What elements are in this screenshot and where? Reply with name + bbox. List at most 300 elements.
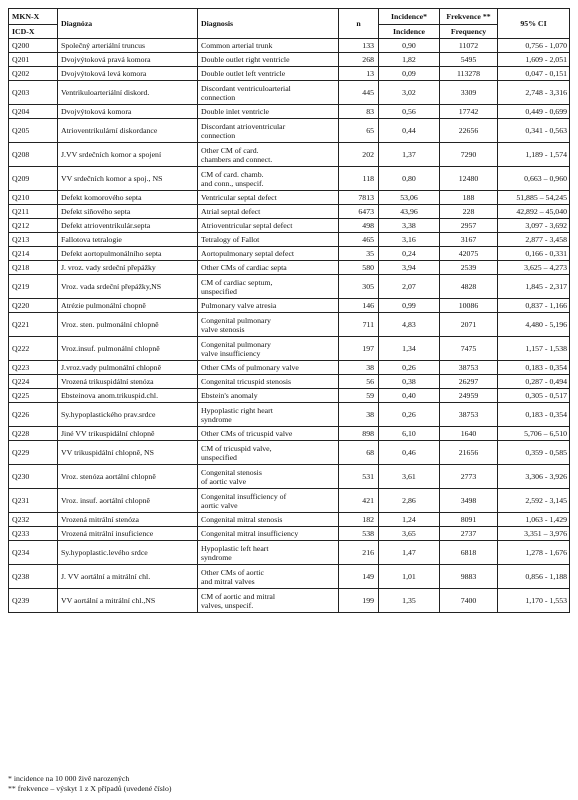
diagnosis-line: Tetralogy of Fallot	[201, 235, 260, 244]
cell-frequency: 1640	[440, 427, 498, 441]
cell-frequency: 7400	[440, 589, 498, 613]
cell-code: Q225	[9, 389, 58, 403]
cell-code: Q213	[9, 233, 58, 247]
table-row	[9, 427, 570, 441]
cell-n: 898	[339, 427, 379, 441]
cell-diagnosis	[198, 39, 339, 53]
cell-diagnosis	[198, 361, 339, 375]
cell-n: 83	[339, 105, 379, 119]
diagnosis-line: Ventricular septal defect	[201, 193, 277, 202]
cell-code: Q201	[9, 53, 58, 67]
cell-ci: 0,663 – 0,960	[498, 167, 570, 191]
table-row	[9, 39, 570, 53]
cell-code: Q218	[9, 261, 58, 275]
cell-diagnosis	[198, 489, 339, 513]
cell-frequency: 5495	[440, 53, 498, 67]
cell-frequency: 10086	[440, 299, 498, 313]
cell-n: 421	[339, 489, 379, 513]
diagnosis-line: CM of card. chamb.	[201, 169, 264, 179]
cell-frequency: 3498	[440, 489, 498, 513]
cell-incidence: 0,99	[379, 299, 440, 313]
cell-diagnosis	[198, 403, 339, 427]
cell-ci: 1,157 - 1,538	[498, 337, 570, 361]
cell-frequency: 24959	[440, 389, 498, 403]
cell-code: Q233	[9, 527, 58, 541]
cell-diagnoza: Vroz.insuf. pulmonální chlopně	[58, 337, 198, 361]
cell-ci: 0,166 - 0,331	[498, 247, 570, 261]
cell-n: 38	[339, 403, 379, 427]
cell-n: 13	[339, 67, 379, 81]
diagnosis-line: Congenital pulmonary	[201, 315, 271, 325]
cell-diagnoza: Vrozená trikuspidální stenóza	[58, 375, 198, 389]
header-ci: 95% CI	[498, 9, 570, 39]
cell-incidence: 1,82	[379, 53, 440, 67]
cell-incidence: 3,65	[379, 527, 440, 541]
cell-ci: 1,278 - 1,676	[498, 541, 570, 565]
cell-incidence: 2,07	[379, 275, 440, 299]
table-row	[9, 143, 570, 167]
cell-frequency: 2773	[440, 465, 498, 489]
diagnosis-line: Pulmonary valve atresia	[201, 301, 277, 310]
cell-code: Q205	[9, 119, 58, 143]
cell-diagnosis	[198, 589, 339, 613]
cell-ci: 0,449 - 0,699	[498, 105, 570, 119]
table-row	[9, 527, 570, 541]
cell-ci: 42,892 – 45,040	[498, 205, 570, 219]
header-diagnoza: Diagnóza	[58, 9, 198, 39]
diagnosis-line: Congenital mitral stenosis	[201, 515, 283, 524]
footnotes	[8, 774, 171, 794]
cell-code: Q212	[9, 219, 58, 233]
cell-diagnoza: Vroz. stenóza aortální chlopně	[58, 465, 198, 489]
table-row	[9, 465, 570, 489]
cell-ci: 2,748 - 3,316	[498, 81, 570, 105]
table-row	[9, 375, 570, 389]
cell-diagnoza: VV trikuspidální chlopně, NS	[58, 441, 198, 465]
cell-frequency: 2957	[440, 219, 498, 233]
header-row-1	[9, 9, 570, 25]
footnote-frequency: ** frekvence – výskyt 1 z X případů (uvedené číslo)	[8, 784, 172, 793]
cell-diagnosis	[198, 191, 339, 205]
table-row	[9, 489, 570, 513]
cell-diagnoza: Defekt atrioventrikulár.septa	[58, 219, 198, 233]
cell-incidence: 1,24	[379, 513, 440, 527]
cell-diagnosis	[198, 427, 339, 441]
cell-incidence: 0,38	[379, 375, 440, 389]
cell-ci: 0,183 - 0,354	[498, 403, 570, 427]
cell-n: 216	[339, 541, 379, 565]
table-row	[9, 299, 570, 313]
diagnosis-line: CM of cardiac septum,	[201, 277, 273, 287]
cell-frequency: 9883	[440, 565, 498, 589]
cell-incidence: 0,44	[379, 119, 440, 143]
diagnosis-line: valve stenosis	[201, 324, 245, 334]
cell-ci: 4,480 - 5,196	[498, 313, 570, 337]
diagnosis-line: syndrome	[201, 552, 232, 562]
cell-frequency: 7290	[440, 143, 498, 167]
cell-diagnosis	[198, 167, 339, 191]
cell-frequency: 21656	[440, 441, 498, 465]
table-row	[9, 233, 570, 247]
cell-diagnoza: J. VV aortální a mitrální chl.	[58, 565, 198, 589]
cell-n: 149	[339, 565, 379, 589]
diagnosis-line: Other CMs of cardiac septa	[201, 263, 287, 272]
cell-incidence: 0,90	[379, 39, 440, 53]
diagnosis-line: unspecified	[201, 286, 237, 296]
cell-diagnoza: Dvojvýtoková pravá komora	[58, 53, 198, 67]
cell-incidence: 3,02	[379, 81, 440, 105]
diagnosis-line: valve insufficiency	[201, 348, 261, 358]
header-incidence-top: Incidence*	[379, 9, 440, 25]
cell-diagnoza: Sy.hypoplastic.levého srdce	[58, 541, 198, 565]
diagnosis-line: of aortic valve	[201, 476, 247, 486]
cell-ci: 0,359 - 0,585	[498, 441, 570, 465]
cell-diagnosis	[198, 119, 339, 143]
diagnosis-line: syndrome	[201, 414, 232, 424]
cell-incidence: 3,61	[379, 465, 440, 489]
cell-frequency: 2737	[440, 527, 498, 541]
cell-n: 6473	[339, 205, 379, 219]
cell-ci: 3,351 – 3,976	[498, 527, 570, 541]
cell-frequency: 228	[440, 205, 498, 219]
cell-code: Q229	[9, 441, 58, 465]
cell-diagnoza: J.VV srdečních komor a spojení	[58, 143, 198, 167]
cell-ci: 0,756 - 1,070	[498, 39, 570, 53]
diagnosis-line: Double outlet right ventricle	[201, 55, 290, 64]
cell-ci: 2,592 - 3,145	[498, 489, 570, 513]
cell-diagnoza: Atrézie pulmonální chopně	[58, 299, 198, 313]
cell-n: 197	[339, 337, 379, 361]
diagnosis-line: Atrial septal defect	[201, 207, 261, 216]
cell-code: Q209	[9, 167, 58, 191]
cell-incidence: 1,35	[379, 589, 440, 613]
cell-diagnoza: Vrozená mitrální insuficience	[58, 527, 198, 541]
cell-diagnosis	[198, 261, 339, 275]
cell-diagnosis	[198, 205, 339, 219]
cell-code: Q200	[9, 39, 58, 53]
diagnosis-line: and mitral valves	[201, 576, 255, 586]
header-diagnosis: Diagnosis	[198, 9, 339, 39]
diagnosis-line: Ebstein's anomaly	[201, 391, 258, 400]
cell-diagnoza: Defekt síňového septa	[58, 205, 198, 219]
diagnosis-line: Atrioventricular septal defect	[201, 221, 293, 230]
cell-n: 711	[339, 313, 379, 337]
cell-n: 538	[339, 527, 379, 541]
cell-ci: 1,063 - 1,429	[498, 513, 570, 527]
cell-frequency: 22656	[440, 119, 498, 143]
cell-code: Q222	[9, 337, 58, 361]
cell-ci: 0,856 - 1,188	[498, 565, 570, 589]
cell-incidence: 0,80	[379, 167, 440, 191]
cell-n: 56	[339, 375, 379, 389]
diagnosis-line: CM of tricuspid valve,	[201, 443, 272, 453]
table-container	[8, 8, 569, 613]
cell-incidence: 2,86	[379, 489, 440, 513]
cell-n: 182	[339, 513, 379, 527]
cell-n: 133	[339, 39, 379, 53]
cell-n: 65	[339, 119, 379, 143]
cell-diagnosis	[198, 275, 339, 299]
cell-diagnosis	[198, 53, 339, 67]
cell-diagnoza: Jiné VV trikuspidální chlopně	[58, 427, 198, 441]
table-row	[9, 247, 570, 261]
cell-n: 199	[339, 589, 379, 613]
diagnosis-line: Discordant atrioventricular	[201, 121, 286, 131]
diagnosis-line: Other CMs of aortic	[201, 567, 265, 577]
cell-n: 580	[339, 261, 379, 275]
cell-diagnosis	[198, 465, 339, 489]
cell-incidence: 0,09	[379, 67, 440, 81]
cell-diagnosis	[198, 247, 339, 261]
cell-code: Q234	[9, 541, 58, 565]
cell-ci: 0,341 - 0,563	[498, 119, 570, 143]
table-row	[9, 191, 570, 205]
table-row	[9, 441, 570, 465]
cell-n: 118	[339, 167, 379, 191]
cell-code: Q230	[9, 465, 58, 489]
cell-incidence: 0,24	[379, 247, 440, 261]
cell-ci: 3,625 – 4,273	[498, 261, 570, 275]
header-frekvence-top: Frekvence **	[440, 9, 498, 25]
cell-n: 498	[339, 219, 379, 233]
cell-ci: 1,609 - 2,051	[498, 53, 570, 67]
cell-code: Q219	[9, 275, 58, 299]
cell-code: Q208	[9, 143, 58, 167]
header-code-bottom: ICD-X	[9, 25, 58, 39]
cell-ci: 3,306 - 3,926	[498, 465, 570, 489]
cell-ci: 2,877 - 3,458	[498, 233, 570, 247]
cell-incidence: 53,06	[379, 191, 440, 205]
table-row	[9, 67, 570, 81]
cell-incidence: 3,16	[379, 233, 440, 247]
cell-diagnoza: Vrozená mitrální stenóza	[58, 513, 198, 527]
cell-frequency: 38753	[440, 403, 498, 427]
cell-incidence: 0,26	[379, 403, 440, 427]
cell-frequency: 113278	[440, 67, 498, 81]
table-row	[9, 105, 570, 119]
table-row	[9, 119, 570, 143]
diagnosis-line: Hypoplastic right heart	[201, 405, 273, 415]
cell-ci: 0,183 - 0,354	[498, 361, 570, 375]
diagnosis-line: and conn., unspecif.	[201, 178, 264, 188]
header-n: n	[339, 9, 379, 39]
cell-incidence: 1,01	[379, 565, 440, 589]
header-frekvence-bottom: Frequency	[440, 25, 498, 39]
cell-incidence: 4,83	[379, 313, 440, 337]
cell-diagnosis	[198, 541, 339, 565]
cell-frequency: 17742	[440, 105, 498, 119]
cell-frequency: 8091	[440, 513, 498, 527]
cell-diagnoza: VV srdečních komor a spoj., NS	[58, 167, 198, 191]
cell-diagnosis	[198, 337, 339, 361]
cell-code: Q232	[9, 513, 58, 527]
cell-frequency: 42075	[440, 247, 498, 261]
cell-diagnoza: Vroz. vada srdeční přepážky,NS	[58, 275, 198, 299]
diagnosis-line: Other CMs of tricuspid valve	[201, 429, 293, 438]
cell-diagnosis	[198, 375, 339, 389]
cell-ci: 5,706 – 6,510	[498, 427, 570, 441]
cell-diagnosis	[198, 81, 339, 105]
cell-frequency: 12480	[440, 167, 498, 191]
diagnosis-line: connection	[201, 130, 236, 140]
table-row	[9, 261, 570, 275]
cell-diagnosis	[198, 299, 339, 313]
table-row	[9, 389, 570, 403]
table-row	[9, 513, 570, 527]
cell-frequency: 3309	[440, 81, 498, 105]
cell-ci: 0,305 - 0,517	[498, 389, 570, 403]
diagnosis-line: Double inlet ventricle	[201, 107, 269, 116]
cell-n: 305	[339, 275, 379, 299]
cell-ci: 0,047 - 0,151	[498, 67, 570, 81]
diagnosis-line: connection	[201, 92, 236, 102]
diagnosis-line: Congenital mitral insufficiency	[201, 529, 299, 538]
cell-diagnosis	[198, 143, 339, 167]
cell-frequency: 11072	[440, 39, 498, 53]
cell-diagnoza: Defekt aortopulmonálního septa	[58, 247, 198, 261]
cell-diagnosis	[198, 67, 339, 81]
cell-diagnosis	[198, 565, 339, 589]
cell-diagnosis	[198, 441, 339, 465]
footnote-incidence: * incidence na 10 000 živě narozených	[8, 774, 130, 783]
cell-ci: 1,189 - 1,574	[498, 143, 570, 167]
cell-incidence: 0,56	[379, 105, 440, 119]
diagnosis-line: aortic valve	[201, 500, 238, 510]
cell-frequency: 2071	[440, 313, 498, 337]
cell-n: 202	[339, 143, 379, 167]
table-row	[9, 167, 570, 191]
cell-code: Q221	[9, 313, 58, 337]
diagnosis-line: Hypoplastic left heart	[201, 543, 269, 553]
diagnosis-line: Other CM of card.	[201, 145, 259, 155]
cell-diagnoza: Dvojvýtoková levá komora	[58, 67, 198, 81]
cell-code: Q202	[9, 67, 58, 81]
cell-n: 35	[339, 247, 379, 261]
cell-diagnosis	[198, 513, 339, 527]
table-row	[9, 205, 570, 219]
cell-diagnoza: VV aortální a mitrální chl.,NS	[58, 589, 198, 613]
cell-incidence: 43,96	[379, 205, 440, 219]
cell-frequency: 188	[440, 191, 498, 205]
cell-code: Q231	[9, 489, 58, 513]
cell-n: 68	[339, 441, 379, 465]
cell-frequency: 3167	[440, 233, 498, 247]
cell-code: Q238	[9, 565, 58, 589]
table-row	[9, 565, 570, 589]
table-row	[9, 361, 570, 375]
cell-ci: 1,170 - 1,553	[498, 589, 570, 613]
cell-incidence: 0,40	[379, 389, 440, 403]
cell-ci: 51,885 – 54,245	[498, 191, 570, 205]
cell-diagnoza: Fallotova tetralogie	[58, 233, 198, 247]
cell-n: 268	[339, 53, 379, 67]
table-row	[9, 337, 570, 361]
cell-diagnoza: Sy.hypoplastického prav.srdce	[58, 403, 198, 427]
table-row	[9, 403, 570, 427]
diagnosis-line: CM of aortic and mitral	[201, 591, 276, 601]
cell-diagnoza: Vroz. sten. pulmonální chlopně	[58, 313, 198, 337]
cell-code: Q224	[9, 375, 58, 389]
header-incidence-bottom: Incidence	[379, 25, 440, 39]
cell-frequency: 7475	[440, 337, 498, 361]
diagnosis-line: Congenital stenosis	[201, 467, 262, 477]
cell-diagnosis	[198, 389, 339, 403]
cell-ci: 0,287 - 0,494	[498, 375, 570, 389]
cell-code: Q220	[9, 299, 58, 313]
cell-n: 59	[339, 389, 379, 403]
cell-n: 38	[339, 361, 379, 375]
table-row	[9, 589, 570, 613]
cell-frequency: 4828	[440, 275, 498, 299]
cell-incidence: 3,94	[379, 261, 440, 275]
cell-code: Q239	[9, 589, 58, 613]
cell-diagnosis	[198, 105, 339, 119]
cell-ci: 1,845 - 2,317	[498, 275, 570, 299]
diagnosis-line: unspecified	[201, 452, 237, 462]
cell-code: Q214	[9, 247, 58, 261]
cell-diagnoza: Ventrikuloarteriální diskord.	[58, 81, 198, 105]
cell-incidence: 6,10	[379, 427, 440, 441]
diagnosis-line: Double outlet left ventricle	[201, 69, 286, 78]
cell-diagnoza: Vroz. insuf. aortální chlopně	[58, 489, 198, 513]
cell-frequency: 38753	[440, 361, 498, 375]
diagnosis-line: Congenital pulmonary	[201, 339, 271, 349]
cell-n: 465	[339, 233, 379, 247]
cell-diagnoza: Defekt komorového septa	[58, 191, 198, 205]
cell-code: Q203	[9, 81, 58, 105]
cell-code: Q226	[9, 403, 58, 427]
cell-incidence: 1,34	[379, 337, 440, 361]
cell-incidence: 1,47	[379, 541, 440, 565]
cell-incidence: 0,26	[379, 361, 440, 375]
cell-diagnoza: Ebsteinova anom.trikuspid.chl.	[58, 389, 198, 403]
cell-diagnoza: Společný arteriální truncus	[58, 39, 198, 53]
cell-diagnoza: Atrioventrikulární diskordance	[58, 119, 198, 143]
cell-code: Q204	[9, 105, 58, 119]
cell-diagnosis	[198, 527, 339, 541]
cell-incidence: 3,38	[379, 219, 440, 233]
cell-incidence: 0,46	[379, 441, 440, 465]
cell-diagnosis	[198, 233, 339, 247]
table-row	[9, 81, 570, 105]
header-code-top: MKN-X	[9, 9, 58, 25]
diagnosis-line: chambers and connect.	[201, 154, 273, 164]
cell-n: 146	[339, 299, 379, 313]
diagnosis-line: Common arterial trunk	[201, 41, 273, 50]
cell-frequency: 26297	[440, 375, 498, 389]
diagnosis-line: valves, unspecif.	[201, 600, 254, 610]
cell-diagnosis	[198, 313, 339, 337]
diagnosis-line: Discordant ventriculoarterial	[201, 83, 291, 93]
diagnosis-line: Aortopulmonary septal defect	[201, 249, 295, 258]
cell-n: 531	[339, 465, 379, 489]
cell-n: 445	[339, 81, 379, 105]
table-row	[9, 219, 570, 233]
cm-incidence-table	[8, 8, 570, 613]
table-row	[9, 275, 570, 299]
diagnosis-line: Congenital insufficiency of	[201, 491, 287, 501]
table-body	[9, 39, 570, 613]
cell-code: Q210	[9, 191, 58, 205]
cell-n: 7813	[339, 191, 379, 205]
cell-ci: 3,097 - 3,692	[498, 219, 570, 233]
cell-ci: 0,837 - 1,166	[498, 299, 570, 313]
cell-diagnosis	[198, 219, 339, 233]
diagnosis-line: Other CMs of pulmonary valve	[201, 363, 299, 372]
cell-diagnoza: Dvojvýtoková komora	[58, 105, 198, 119]
cell-code: Q211	[9, 205, 58, 219]
diagnosis-line: Congenital tricuspid stenosis	[201, 377, 292, 386]
